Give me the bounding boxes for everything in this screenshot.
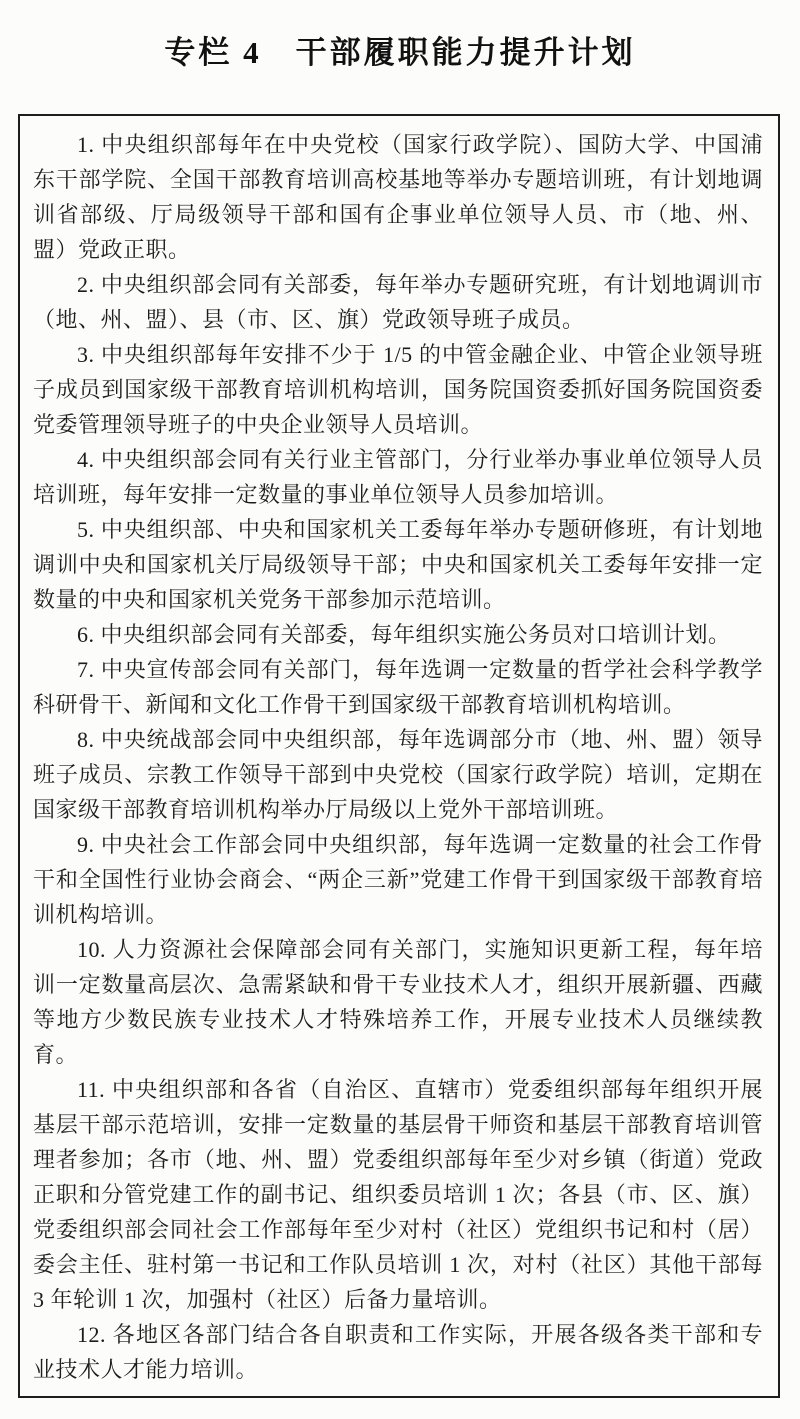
paragraph-5: 5. 中央组织部、中央和国家机关工委每年举办专题研修班，有计划地调训中央和国家机关厅局级领导干部；中央和国家机关工委每年安排一定数量的中央和国家机关党务干部参加示范培训。 (33, 517, 763, 612)
paragraph-12: 12. 各地区各部门结合各自职责和工作实际，开展各级各类干部和专业技术人才能力培训。 (33, 1322, 763, 1382)
paragraph-1: 1. 中央组织部每年在中央党校（国家行政学院）、国防大学、中国浦东干部学院、全国干部教育培训高校基地等举办专题培训班，有计划地调训省部级、厅局级领导干部和国有企事业单位领导人员、市（地、州、盟）党政正职。 (33, 132, 763, 262)
paragraph-11: 11. 中央组织部和各省（自治区、直辖市）党委组织部每年组织开展基层干部示范培训，安排一定数量的基层骨干师资和基层干部教育培训管理者参加；各市（地、州、盟）党委组织部每年至少对乡镇（街道）党政正职和分管党建工作的副书记、组织委员培训 1 次；各县（市、区、旗）党委组织部会同社会工作部每年至少对村（社区）党组织书记和村（居）委会主任、驻村第一书记和工作队员培训 1 次，对村（社区）其他干部每 3 年轮训 1 次，加强村（社区）后备力量培训。 (33, 1077, 763, 1312)
paragraph-3: 3. 中央组织部每年安排不少于 1/5 的中管金融企业、中管企业领导班子成员到国家级干部教育培训机构培训，国务院国资委抓好国务院国资委党委管理领导班子的中央企业领导人员培训。 (33, 342, 763, 437)
paragraph-2: 2. 中央组织部会同有关部委，每年举办专题研究班，有计划地调训市（地、州、盟）、县（市、区、旗）党政领导班子成员。 (33, 272, 763, 332)
paragraph-6: 6. 中央组织部会同有关部委，每年组织实施公务员对口培训计划。 (77, 622, 731, 647)
paragraph-8: 8. 中央统战部会同中央组织部，每年选调部分市（地、州、盟）领导班子成员、宗教工作领导干部到中央党校（国家行政学院）培训，定期在国家级干部教育培训机构举办厅局级以上党外干部培训班。 (33, 727, 763, 822)
paragraph-4: 4. 中央组织部会同有关行业主管部门，分行业举办事业单位领导人员培训班，每年安排一定数量的事业单位领导人员参加培训。 (33, 447, 763, 507)
page-title: 专栏 4 干部履职能力提升计划 (164, 35, 636, 70)
paragraph-9: 9. 中央社会工作部会同中央组织部，每年选调一定数量的社会工作骨干和全国性行业协会商会、“两企三新”党建工作骨干到国家级干部教育培训机构培训。 (33, 832, 763, 927)
paragraph-10: 10. 人力资源社会保障部会同有关部门，实施知识更新工程，每年培训一定数量高层次、急需紧缺和骨干专业技术人才，组织开展新疆、西藏等地方少数民族专业技术人才特殊培养工作，开展专业技术人员继续教育。 (33, 937, 763, 1067)
paragraph-7: 7. 中央宣传部会同有关部门，每年选调一定数量的哲学社会科学教学科研骨干、新闻和文化工作骨干到国家级干部教育培训机构培训。 (33, 657, 763, 717)
column-box (18, 114, 780, 1398)
